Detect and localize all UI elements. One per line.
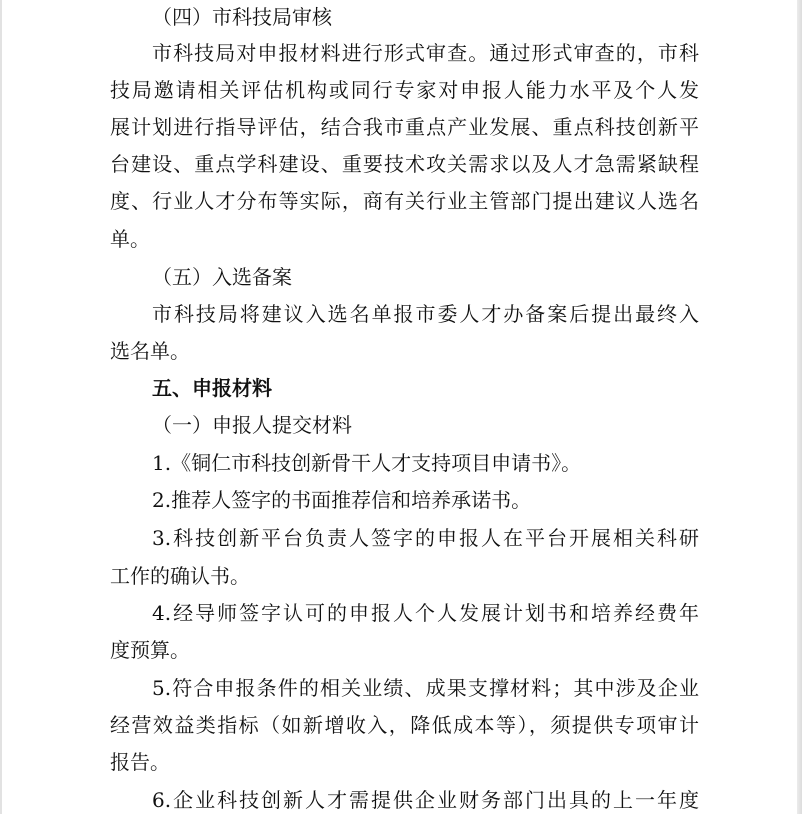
list-item-5: 5.符合申报条件的相关业绩、成果支撑材料；其中涉及企业 — [152, 676, 699, 700]
paragraph-line: 度、行业人才分布等实际，商有关行业主管部门提出建议人选名 — [110, 189, 699, 213]
paragraph-line: 市科技局将建议入选名单报市委人才办备案后提出最终入 — [152, 302, 699, 326]
section-heading-filing: （五）入选备案 — [152, 265, 292, 289]
document-page — [2, 0, 797, 814]
list-item-6: 6.企业科技创新人才需提供企业财务部门出具的上一年度 — [152, 788, 699, 812]
list-item-1: 1.《铜仁市科技创新骨干人才支持项目申请书》。 — [152, 451, 582, 475]
list-item-5-cont: 报告。 — [110, 750, 170, 774]
list-item-3-cont: 工作的确认书。 — [110, 564, 250, 588]
paragraph-line: 技局邀请相关评估机构或同行专家对申报人能力水平及个人发 — [110, 78, 699, 102]
paragraph-line: 选名单。 — [110, 339, 190, 363]
section-heading-audit: （四）市科技局审核 — [152, 5, 332, 29]
list-item-4-cont: 度预算。 — [110, 638, 190, 662]
list-item-5-cont: 经营效益类指标（如新增收入，降低成本等），须提供专项审计 — [110, 713, 699, 737]
paragraph-line: 台建设、重点学科建设、重要技术攻关需求以及人才急需紧缺程 — [110, 152, 699, 176]
subsection-heading-applicant-materials: （一）申报人提交材料 — [152, 413, 352, 437]
list-item-2: 2.推荐人签字的书面推荐信和培养承诺书。 — [152, 488, 532, 512]
scrollbar-track[interactable] — [797, 0, 802, 814]
list-item-4: 4.经导师签字认可的申报人个人发展计划书和培养经费年 — [152, 601, 699, 625]
paragraph-line: 单。 — [110, 227, 150, 251]
list-item-3: 3.科技创新平台负责人签字的申报人在平台开展相关科研 — [152, 526, 699, 550]
paragraph-line: 市科技局对申报材料进行形式审查。通过形式审查的，市科 — [152, 41, 699, 65]
paragraph-line: 展计划进行指导评估，结合我市重点产业发展、重点科技创新平 — [110, 115, 699, 139]
chapter-heading-materials: 五、申报材料 — [152, 376, 272, 400]
